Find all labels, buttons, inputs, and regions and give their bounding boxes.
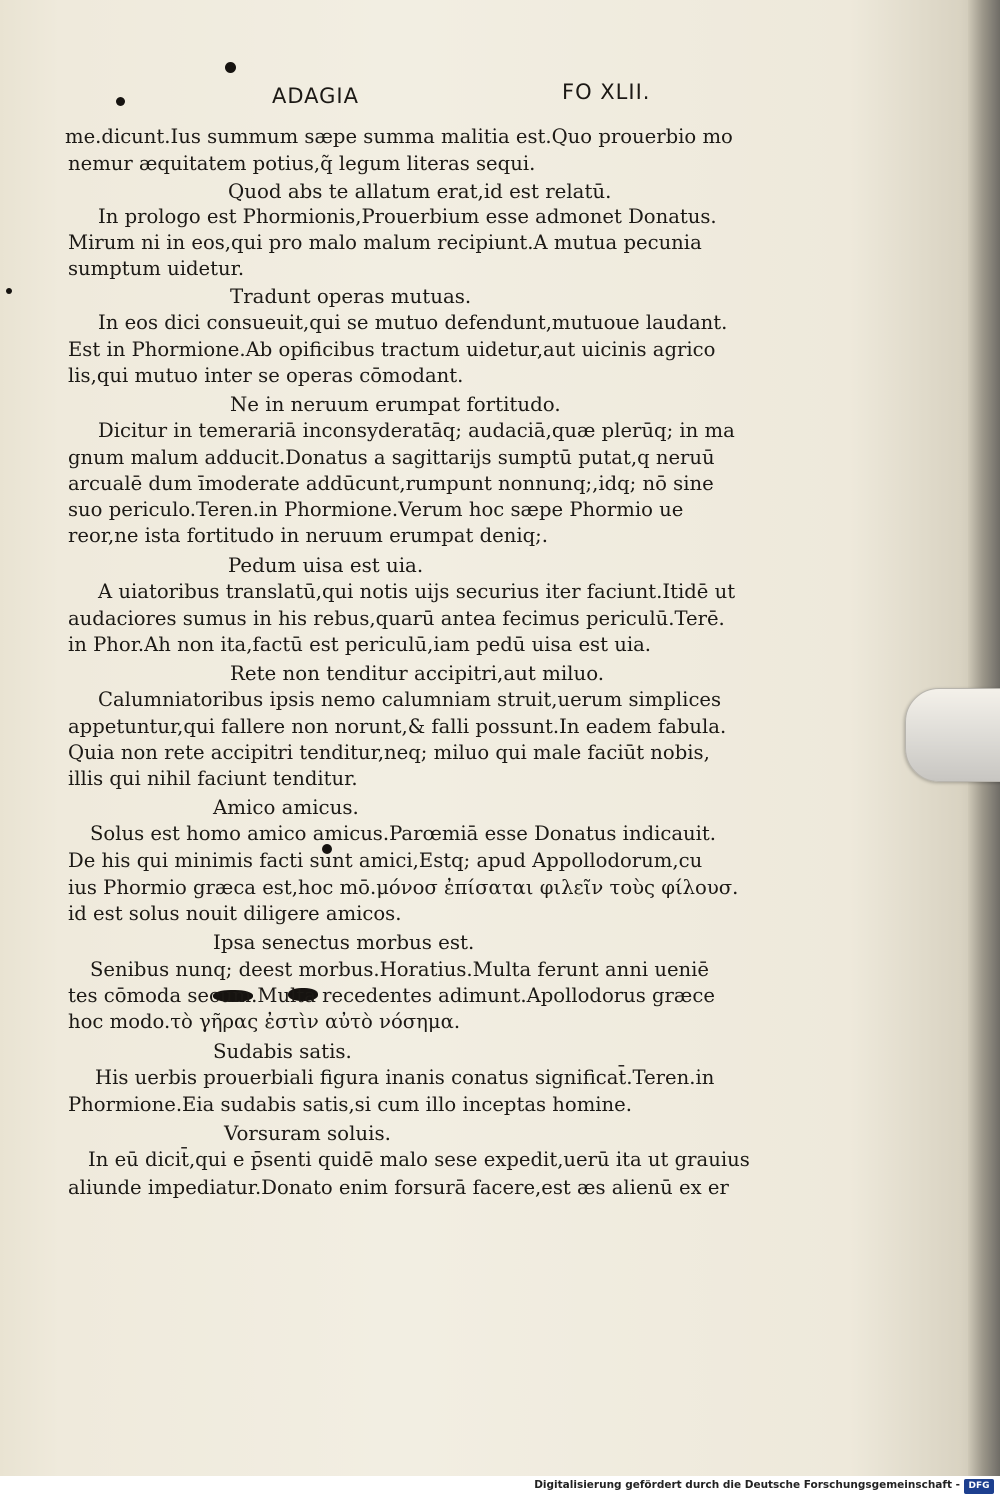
text-line: Quia non rete accipitri tenditur,neq; miluo qui male faciūt nobis, bbox=[68, 741, 710, 764]
digitization-footer bbox=[0, 1476, 1000, 1498]
adage-heading: Tradunt operas mutuas. bbox=[230, 285, 472, 308]
adage-heading: Rete non tenditur accipitri,aut miluo. bbox=[230, 662, 605, 685]
ink-blot bbox=[225, 62, 236, 73]
text-line: ius Phormio græca est,hoc mō.μόνοσ ἐπίσαται φιλεῖν τοὺς φίλουσ. bbox=[68, 876, 739, 899]
text-line: Senibus nunq; deest morbus.Horatius.Multa ferunt anni ueniē bbox=[90, 958, 710, 981]
adage-heading: Vorsuram soluis. bbox=[224, 1122, 391, 1145]
running-title: ADAGIA bbox=[272, 84, 359, 108]
page-tab-marker bbox=[905, 688, 1000, 782]
text-line: Calumniatoribus ipsis nemo calumniam struit,uerum simplices bbox=[98, 688, 722, 711]
text-line: appetuntur,qui fallere non norunt,& falli possunt.In eadem fabula. bbox=[68, 715, 727, 738]
text-line: nemur æquitatem potius,q̃ legum literas sequi. bbox=[68, 152, 536, 175]
adage-heading: Pedum uisa est uia. bbox=[228, 554, 424, 577]
text-line: lis,qui mutuo inter se operas cōmodant. bbox=[68, 364, 464, 387]
adage-heading: Ne in neruum erumpat fortitudo. bbox=[230, 393, 561, 416]
text-line: arcualē dum īmoderate addūcunt,rumpunt nonnunq;,idq; nō sine bbox=[68, 472, 714, 495]
text-line: De his qui minimis facti sunt amici,Estq; apud Appollodorum,cu bbox=[68, 849, 703, 872]
text-line: illis qui nihil faciunt tenditur. bbox=[68, 767, 358, 790]
ink-blot bbox=[116, 97, 125, 106]
text-line: audaciores sumus in his rebus,quarū antea fecimus periculū.Terē. bbox=[68, 607, 725, 630]
text-line: hoc modo.τὸ γῆρας ἐστὶν αὐτὸ νόσημα. bbox=[68, 1010, 461, 1033]
text-line: Phormione.Eia sudabis satis,si cum illo inceptas homine. bbox=[68, 1093, 632, 1116]
text-line: in Phor.Ah non ita,factū est periculū,iam pedū uisa est uia. bbox=[68, 633, 652, 656]
text-line: id est solus nouit diligere amicos. bbox=[68, 902, 402, 925]
text-line: A uiatoribus translatū,qui notis uijs securius iter faciunt.Itidē ut bbox=[98, 580, 736, 603]
adage-heading: Amico amicus. bbox=[213, 796, 359, 819]
text-line: Dicitur in temerariā inconsyderatāq; audaciā,quæ plerūq; in ma bbox=[98, 419, 735, 442]
text-line: His uerbis prouerbiali figura inanis conatus significat̄.Teren.in bbox=[95, 1066, 715, 1089]
folio-number: FO XLII. bbox=[562, 80, 651, 104]
text-line: sumptum uidetur. bbox=[68, 257, 245, 280]
text-line: me.dicunt.Ius summum sæpe summa malitia est.Quo prouerbio mo bbox=[65, 125, 733, 148]
text-line: Est in Phormione.Ab opificibus tractum uidetur,aut uicinis agrico bbox=[68, 338, 716, 361]
text-line: In eū dicit̄,qui e p̄senti quidē malo sese expedit,uerū ita ut grauius bbox=[88, 1148, 750, 1171]
text-line: In prologo est Phormionis,Prouerbium esse admonet Donatus. bbox=[98, 205, 717, 228]
text-line: aliunde impediatur.Donato enim forsurā facere,est æs alienū ex er bbox=[68, 1176, 729, 1199]
adage-heading: Quod abs te allatum erat,id est relatū. bbox=[228, 180, 612, 203]
text-line: Mirum ni in eos,qui pro malo malum recipiunt.A mutua pecunia bbox=[68, 231, 702, 254]
text-line: Solus est homo amico amicus.Parœmiā esse Donatus indicauit. bbox=[90, 822, 717, 845]
ink-blot bbox=[6, 288, 12, 294]
text-line: tes cōmoda secum.Multa recedentes adimunt.Apollodorus græce bbox=[68, 984, 715, 1007]
dfg-logo: DFG bbox=[964, 1479, 994, 1494]
text-line: reor,ne ista fortitudo in neruum erumpat deniq;. bbox=[68, 524, 548, 547]
adage-heading: Sudabis satis. bbox=[213, 1040, 352, 1063]
text-line: suo periculo.Teren.in Phormione.Verum hoc sæpe Phormio ue bbox=[68, 498, 684, 521]
text-line: In eos dici consueuit,qui se mutuo defendunt,mutuoue laudant. bbox=[98, 311, 728, 334]
funding-credit: Digitalisierung gefördert durch die Deutsche Forschungsgemeinschaft - bbox=[534, 1479, 960, 1491]
text-line: gnum malum adducit.Donatus a sagittarijs sumptū putat,q neruū bbox=[68, 446, 715, 469]
adage-heading: Ipsa senectus morbus est. bbox=[213, 931, 475, 954]
